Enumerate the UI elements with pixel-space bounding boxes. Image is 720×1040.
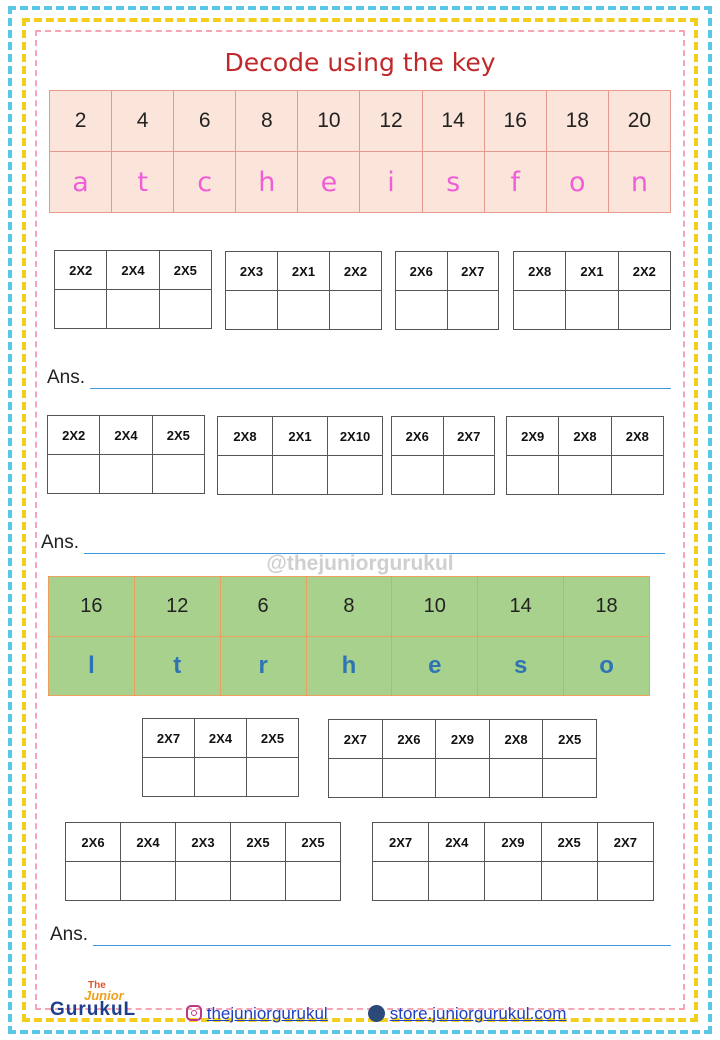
key-number-row [50,91,671,152]
answer-cell[interactable] [226,291,278,330]
puzzle-box [395,251,499,330]
logo-mid-text: Junior [84,988,124,1003]
brand-logo [48,980,158,1021]
puzzle-clue: 2X5 [159,251,211,290]
puzzle-box [65,822,341,901]
puzzle-clue: 2X3 [176,823,231,862]
key-number: 12 [134,577,220,637]
puzzle-clue: 2X4 [429,823,485,862]
store-link[interactable]: store.juniorgurukul.com [389,1004,567,1023]
answer-cell[interactable] [485,862,541,901]
puzzle-box [142,718,299,797]
puzzle-clue: 2X7 [329,720,383,759]
answer-cell[interactable] [159,290,211,329]
answer-cell[interactable] [514,291,566,330]
puzzle-clue: 2X7 [143,719,195,758]
key-letter: f [484,152,546,213]
key-letter: t [134,637,220,696]
puzzle-clue: 2X6 [396,252,448,291]
answer-cell[interactable] [543,759,597,798]
answer-cell[interactable] [107,290,159,329]
puzzle-box [54,250,212,329]
key-number: 20 [608,91,670,152]
puzzle-clue: 2X7 [447,252,499,291]
puzzle-clue: 2X6 [66,823,121,862]
answer-cell[interactable] [152,455,204,494]
answer-cell[interactable] [273,456,328,495]
footer [186,1004,328,1024]
answer-cell[interactable] [447,291,499,330]
puzzle-clue: 2X5 [247,719,299,758]
puzzle-clue: 2X4 [107,251,159,290]
key-number: 2 [50,91,112,152]
puzzle-clue: 2X5 [286,823,341,862]
answer-cell[interactable] [121,862,176,901]
key-number: 12 [360,91,422,152]
answer-label: Ans. [41,532,80,553]
puzzle-clue: 2X7 [443,417,495,456]
answer-line[interactable] [90,388,671,389]
instagram-icon [186,1005,202,1021]
answer-cell[interactable] [286,862,341,901]
instagram-link[interactable]: thejuniorgurukul [206,1004,328,1023]
puzzle-clue: 2X9 [485,823,541,862]
key-number: 10 [392,577,478,637]
puzzle-clue: 2X2 [330,252,382,291]
puzzle-clue: 2X6 [382,720,436,759]
answer-cell[interactable] [597,862,653,901]
answer-cell[interactable] [618,291,670,330]
key-number: 16 [484,91,546,152]
key-number: 18 [564,577,650,637]
puzzle-clue: 2X10 [328,417,383,456]
answer-cell[interactable] [330,291,382,330]
key-letter: o [564,637,650,696]
key-number: 8 [306,577,392,637]
answer-cell[interactable] [48,455,100,494]
key-number-row [49,577,650,637]
key-letter: r [220,637,306,696]
puzzle-box [372,822,654,901]
answer-cell[interactable] [489,759,543,798]
key-table-2 [48,576,650,696]
answer-cell[interactable] [436,759,490,798]
answer-cell[interactable] [66,862,121,901]
answer-cell[interactable] [247,758,299,797]
key-letter: s [422,152,484,213]
answer-cell[interactable] [278,291,330,330]
key-number: 18 [546,91,608,152]
key-number: 8 [236,91,298,152]
puzzle-clue: 2X7 [597,823,653,862]
answer-cell[interactable] [507,456,559,495]
answer-cell[interactable] [329,759,383,798]
answer-cell[interactable] [55,290,107,329]
answer-cell[interactable] [373,862,429,901]
puzzle-clue: 2X8 [514,252,566,291]
answer-cell[interactable] [396,291,448,330]
key-letter: t [112,152,174,213]
answer-cell[interactable] [218,456,273,495]
puzzle-clue: 2X5 [152,416,204,455]
puzzle-clue: 2X8 [218,417,273,456]
key-number: 14 [422,91,484,152]
key-table-1 [49,90,671,213]
puzzle-clue: 2X4 [195,719,247,758]
answer-cell[interactable] [382,759,436,798]
puzzle-clue: 2X1 [278,252,330,291]
globe-icon [368,1005,385,1022]
puzzle-box [47,415,205,494]
puzzle-box [225,251,382,330]
key-letter: e [392,637,478,696]
answer-label: Ans. [47,367,86,388]
answer-cell[interactable] [566,291,618,330]
key-letter: i [360,152,422,213]
puzzle-clue: 2X5 [541,823,597,862]
key-letter: e [298,152,360,213]
puzzle-clue: 2X1 [566,252,618,291]
puzzle-clue: 2X8 [559,417,611,456]
answer-cell[interactable] [443,456,495,495]
key-letter-row [49,637,650,696]
logo-bottom-text: GurukuL [50,999,137,1020]
puzzle-clue: 2X2 [55,251,107,290]
puzzle-clue: 2X8 [489,720,543,759]
puzzle-clue: 2X5 [231,823,286,862]
puzzle-clue: 2X9 [507,417,559,456]
answer-cell[interactable] [328,456,383,495]
puzzle-box [328,719,597,798]
answer-cell[interactable] [100,455,152,494]
key-letter: n [608,152,670,213]
puzzle-clue: 2X3 [226,252,278,291]
answer-cell[interactable] [559,456,611,495]
answer-label: Ans. [50,924,89,945]
key-number: 10 [298,91,360,152]
key-letter-row [50,152,671,213]
key-letter: h [236,152,298,213]
answer-cell[interactable] [195,758,247,797]
puzzle-clue: 2X7 [373,823,429,862]
puzzle-box [217,416,383,495]
puzzle-clue: 2X2 [48,416,100,455]
puzzle-clue: 2X1 [273,417,328,456]
answer-cell[interactable] [143,758,195,797]
key-letter: h [306,637,392,696]
puzzle-box [506,416,664,495]
key-number: 14 [478,577,564,637]
page-title: Decode using the key [224,48,496,77]
key-number: 6 [174,91,236,152]
key-number: 4 [112,91,174,152]
key-number: 16 [49,577,135,637]
key-letter: c [174,152,236,213]
answer-cell[interactable] [392,456,444,495]
watermark: @thejuniorgurukul [266,552,454,575]
key-letter: l [49,637,135,696]
key-number: 6 [220,577,306,637]
answer-cell[interactable] [541,862,597,901]
footer-store [368,1004,566,1024]
answer-line[interactable] [93,945,671,946]
puzzle-box [513,251,671,330]
key-letter: s [478,637,564,696]
answer-cell[interactable] [429,862,485,901]
puzzle-clue: 2X6 [392,417,444,456]
puzzle-clue: 2X2 [618,252,670,291]
puzzle-clue: 2X5 [543,720,597,759]
logo-top-text: The [88,980,106,991]
puzzle-box [391,416,495,495]
puzzle-clue: 2X9 [436,720,490,759]
puzzle-clue: 2X4 [100,416,152,455]
puzzle-clue: 2X8 [611,417,663,456]
key-letter: a [50,152,112,213]
answer-cell[interactable] [611,456,663,495]
answer-cell[interactable] [176,862,231,901]
key-letter: o [546,152,608,213]
puzzle-clue: 2X4 [121,823,176,862]
answer-cell[interactable] [231,862,286,901]
